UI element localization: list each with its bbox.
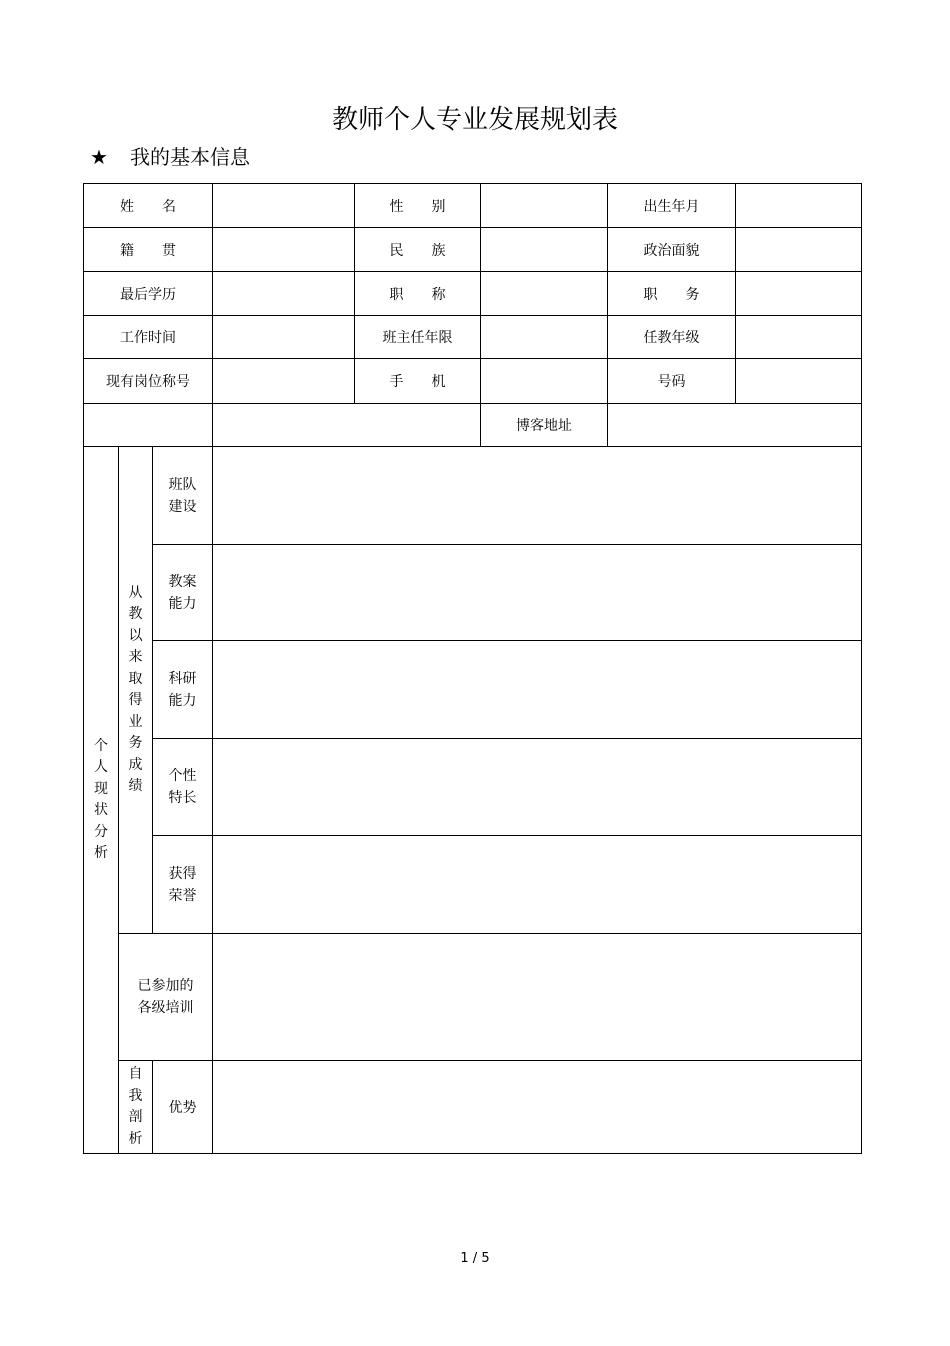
- label-personal-status: [84, 447, 118, 1153]
- grid-line: [212, 183, 213, 1154]
- vertical-label-text: 个人现状分析: [94, 737, 108, 861]
- label-blog: 博客地址: [516, 418, 572, 434]
- label-achievements: [119, 447, 152, 933]
- label-lesson-plan: [153, 545, 212, 640]
- label-native-place: 籍 贯: [120, 242, 176, 259]
- label-specialty: [153, 739, 212, 835]
- star-icon: ★: [90, 145, 108, 169]
- grid-line: [152, 835, 862, 836]
- label-number: 号码: [657, 374, 686, 390]
- vertical-label-text: 从教以来取得业务成绩: [128, 584, 143, 794]
- label-education: 最后学历: [120, 286, 176, 303]
- page-number: 1 / 5: [460, 1251, 490, 1266]
- label-name: 姓 名: [120, 198, 176, 215]
- label-line: 能力: [168, 595, 197, 612]
- label-research: [153, 641, 212, 738]
- label-post: 职 务: [643, 286, 700, 303]
- label-line: 荣誉: [168, 887, 197, 904]
- label-gender: 性 别: [389, 198, 446, 215]
- page-title: 教师个人专业发展规划表: [331, 105, 618, 135]
- label-line: 建设: [168, 498, 197, 515]
- label-grade: 任教年级: [643, 330, 700, 346]
- label-line: 各级培训: [137, 1000, 194, 1016]
- label-title-rank: 职 称: [389, 286, 446, 303]
- grid-line: [118, 1060, 862, 1061]
- label-birth: 出生年月: [643, 198, 700, 215]
- section-heading: [90, 142, 250, 172]
- label-head-teacher-years: 班主任年限: [382, 330, 453, 346]
- label-current-post: 现有岗位称号: [106, 374, 190, 390]
- label-ethnicity: 民 族: [389, 242, 446, 259]
- table-border-right: [861, 183, 862, 1154]
- label-line: 教案: [168, 573, 197, 590]
- label-work-time: 工作时间: [120, 330, 176, 346]
- label-self-analysis: [119, 1061, 152, 1153]
- label-line: 获得: [168, 865, 197, 882]
- label-line: 特长: [168, 790, 197, 806]
- grid-line: [83, 403, 862, 404]
- section-heading-text: 我的基本信息: [130, 145, 250, 169]
- label-line: 班队: [168, 476, 197, 493]
- table-border-bottom: [83, 1153, 862, 1154]
- label-line: 个性: [168, 768, 197, 784]
- grid-line: [152, 640, 862, 641]
- label-phone: 手 机: [389, 374, 446, 390]
- grid-line: [152, 738, 862, 739]
- label-training: [119, 934, 212, 1060]
- label-line: 已参加的: [137, 978, 194, 994]
- label-line: 科研: [168, 670, 197, 687]
- label-political: 政治面貌: [643, 242, 700, 259]
- label-class-building: [153, 447, 212, 544]
- grid-line: [735, 183, 736, 403]
- vertical-label-text: 自我剖析: [128, 1066, 143, 1147]
- grid-line: [152, 544, 862, 545]
- label-strength: 优势: [168, 1100, 197, 1116]
- label-line: 能力: [168, 692, 197, 709]
- label-honors: [153, 836, 212, 933]
- grid-line: [118, 933, 862, 934]
